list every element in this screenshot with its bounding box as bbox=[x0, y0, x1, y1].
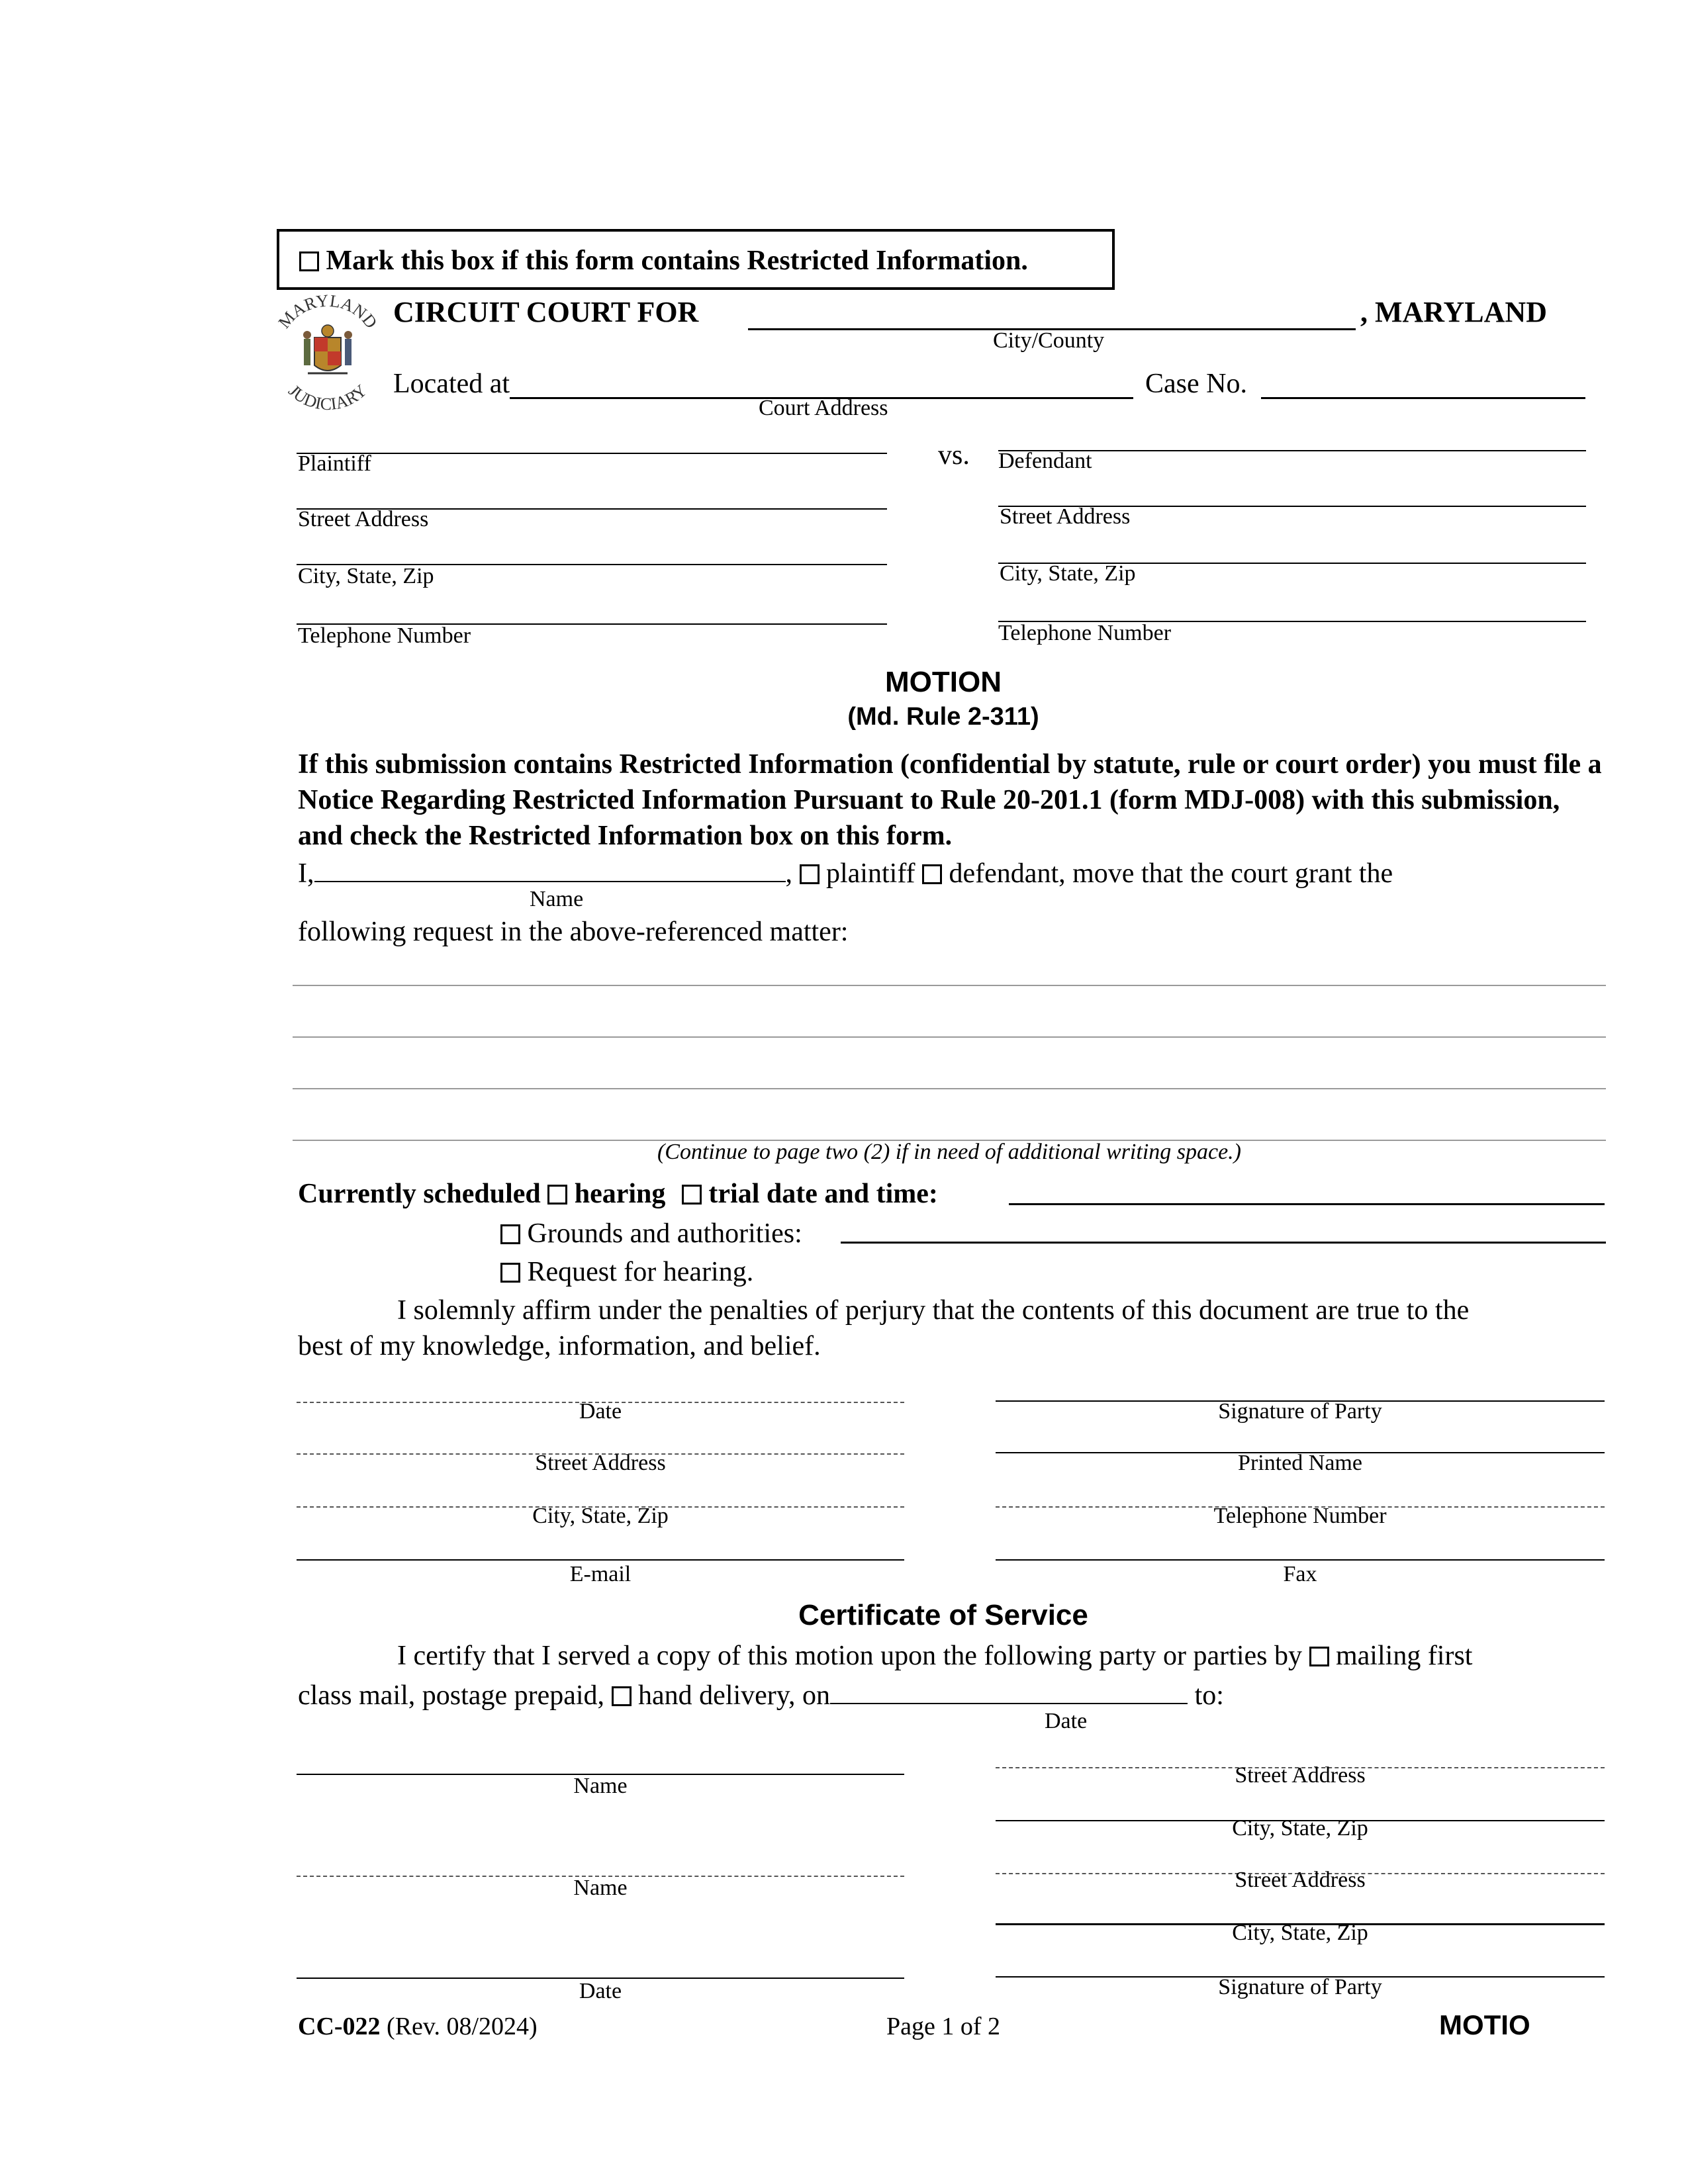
grounds-row bbox=[500, 1218, 802, 1250]
service-date-line[interactable] bbox=[830, 1680, 1188, 1704]
plaintiff-phone-label: Telephone Number bbox=[298, 623, 471, 648]
telephone-label: Telephone Number bbox=[1213, 1504, 1387, 1528]
trial-option: trial date and time: bbox=[708, 1179, 938, 1209]
recipient-city-label: City, State, Zip bbox=[1232, 1816, 1368, 1841]
form-rule: (Md. Rule 2-311) bbox=[847, 703, 1039, 731]
court-address-label: Court Address bbox=[759, 396, 888, 420]
plaintiff-street-label: Street Address bbox=[298, 507, 429, 531]
hearing-option: hearing bbox=[574, 1179, 666, 1209]
email-label: E-mail bbox=[569, 1562, 632, 1586]
defendant-checkbox[interactable] bbox=[922, 864, 942, 884]
court-prefix: CIRCUIT COURT FOR bbox=[393, 296, 699, 328]
plaintiff-option: plaintiff bbox=[826, 858, 915, 889]
court-suffix: , MARYLAND bbox=[1360, 296, 1547, 328]
printed-name-label: Printed Name bbox=[1238, 1451, 1362, 1475]
city-county-label: City/County bbox=[993, 328, 1105, 353]
scheduled-date-line[interactable] bbox=[1009, 1203, 1605, 1205]
request-line bbox=[298, 858, 1393, 889]
defendant-street-label: Street Address bbox=[1000, 504, 1131, 529]
certificate-signature-label: Signature of Party bbox=[1218, 1975, 1382, 1999]
restricted-notice: If this submission contains Restricted Information (confidential by statute, rule or court order) you must file a Notice Regarding Restricted Information Pursuant to Rule 20-201.1 (form MDJ-008) with this submission, and check the Restricted Information box on this form. bbox=[298, 749, 1602, 851]
recipient-name-label: Name bbox=[573, 1774, 628, 1798]
plaintiff-city-label: City, State, Zip bbox=[298, 564, 434, 588]
date-label: Date bbox=[579, 1399, 622, 1424]
certificate-text-2: class mail, postage prepaid, bbox=[298, 1680, 605, 1711]
following-request: following request in the above-referenced matter: bbox=[298, 917, 849, 947]
continue-note: (Continue to page two (2) if in need of additional writing space.) bbox=[657, 1140, 1242, 1164]
vs-label: vs. bbox=[938, 440, 970, 471]
seal-top-text: MARYLAND bbox=[274, 291, 381, 332]
scheduled-prefix: Currently scheduled bbox=[298, 1179, 541, 1209]
to-label: to: bbox=[1194, 1680, 1224, 1711]
trial-checkbox[interactable] bbox=[682, 1185, 702, 1205]
page-number: Page 1 of 2 bbox=[886, 2013, 1001, 2040]
restricted-checkbox[interactable] bbox=[299, 251, 319, 271]
certificate-title: Certificate of Service bbox=[798, 1599, 1088, 1631]
request-hearing-label: Request for hearing. bbox=[527, 1257, 754, 1287]
request-hearing-row bbox=[500, 1256, 753, 1288]
form-revision: (Rev. 08/2024) bbox=[387, 2013, 538, 2040]
form-title: MOTION bbox=[885, 666, 1002, 698]
street-address-label: Street Address bbox=[535, 1451, 666, 1475]
email-line[interactable] bbox=[297, 1559, 904, 1561]
recipient-street-label: Street Address bbox=[1235, 1763, 1366, 1788]
located-at-label: Located at bbox=[393, 369, 510, 399]
grounds-label: Grounds and authorities: bbox=[527, 1218, 802, 1249]
case-number-line[interactable] bbox=[1261, 397, 1585, 399]
recipient-city-label-2: City, State, Zip bbox=[1232, 1921, 1368, 1945]
affirmation-line-2: best of my knowledge, information, and belief. bbox=[298, 1331, 821, 1361]
i-label: I, bbox=[298, 858, 314, 889]
grounds-line[interactable] bbox=[841, 1242, 1606, 1244]
comma: , bbox=[785, 858, 792, 889]
request-hearing-checkbox[interactable] bbox=[500, 1263, 520, 1283]
request-writing-line[interactable] bbox=[293, 1088, 1606, 1089]
affirmation-line-1: I solemnly affirm under the penalties of perjury that the contents of this document are true to the bbox=[397, 1295, 1470, 1326]
name-label: Name bbox=[530, 887, 584, 911]
certificate-line-1 bbox=[397, 1640, 1472, 1672]
defendant-label: Defendant bbox=[998, 449, 1092, 473]
seal-bottom-text: JUDICIARY bbox=[285, 381, 371, 414]
plaintiff-checkbox[interactable] bbox=[800, 864, 820, 884]
recipient-name-label-2: Name bbox=[573, 1876, 628, 1900]
mailing-checkbox[interactable] bbox=[1309, 1647, 1329, 1666]
case-no-label: Case No. bbox=[1145, 369, 1247, 399]
seal-crest-icon bbox=[303, 325, 352, 373]
plaintiff-line[interactable] bbox=[297, 453, 887, 454]
form-code: MOTIO bbox=[1439, 2009, 1530, 2040]
certificate-date-label: Date bbox=[579, 1979, 622, 2003]
city-state-zip-label: City, State, Zip bbox=[532, 1504, 669, 1528]
fax-label: Fax bbox=[1283, 1562, 1317, 1586]
restricted-label: Mark this box if this form contains Restricted Information. bbox=[326, 246, 1028, 276]
request-writing-line[interactable] bbox=[293, 1036, 1606, 1038]
signature-label: Signature of Party bbox=[1218, 1399, 1382, 1424]
form-id: CC-022 bbox=[298, 2013, 381, 2040]
scheduled-line bbox=[298, 1178, 938, 1210]
maryland-judiciary-seal bbox=[268, 291, 387, 424]
defendant-city-label: City, State, Zip bbox=[1000, 561, 1136, 586]
service-date-label: Date bbox=[1045, 1709, 1088, 1733]
request-writing-line[interactable] bbox=[293, 985, 1606, 986]
grounds-checkbox[interactable] bbox=[500, 1224, 520, 1244]
recipient-street-label-2: Street Address bbox=[1235, 1868, 1366, 1892]
certificate-text-1: I certify that I served a copy of this motion upon the following party or parties by bbox=[397, 1641, 1302, 1671]
fax-line[interactable] bbox=[996, 1559, 1605, 1561]
footer-form-id bbox=[298, 2012, 538, 2041]
plaintiff-label: Plaintiff bbox=[298, 451, 371, 476]
hand-delivery-checkbox[interactable] bbox=[612, 1686, 632, 1706]
movant-name-line[interactable] bbox=[314, 858, 786, 882]
restricted-line bbox=[299, 245, 1028, 277]
svg-text:JUDICIARY bbox=[285, 381, 371, 414]
mailing-option: mailing first bbox=[1336, 1641, 1473, 1671]
certificate-line-2 bbox=[298, 1680, 1224, 1711]
defendant-phone-label: Telephone Number bbox=[998, 621, 1172, 645]
hearing-checkbox[interactable] bbox=[547, 1185, 567, 1205]
defendant-option: defendant, move that the court grant the bbox=[949, 858, 1393, 889]
hand-delivery-option: hand delivery, on bbox=[638, 1680, 831, 1711]
